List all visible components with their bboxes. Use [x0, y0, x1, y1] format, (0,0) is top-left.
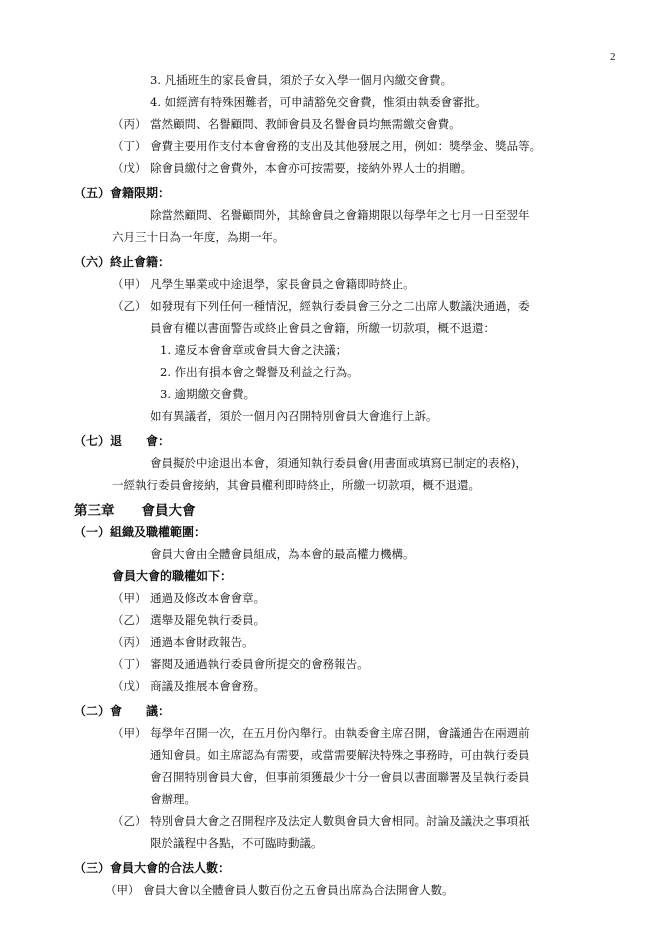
clause-line: （甲） 會員大會以全體會員人數百份之五會員出席為合法開會人數。: [105, 883, 454, 897]
clause-line: 限於議程中各點，不可臨時動議。: [150, 836, 323, 850]
section-heading: （五）會籍限期：: [74, 186, 171, 200]
subsection-heading: 會員大會的職權如下：: [112, 569, 233, 583]
clause-line: 六月三十日為一年度，為期一年。: [112, 230, 285, 244]
clause-line: 一經執行委員會接納，其會員權利即時終止，所繳一切款項，概不退還。: [112, 478, 480, 492]
clause-line: 1. 違反本會會章或會員大會之決議；: [160, 343, 348, 357]
clause-line: （甲） 通過及修改本會會章。: [112, 591, 266, 605]
clause-line: 如有異議者，須於一個月內召開特別會員大會進行上訴。: [150, 409, 438, 423]
clause-line: 會員大會由全體會員組成，為本會的最高權力機構。: [150, 547, 415, 561]
section-heading: （三）會員大會的合法人數：: [74, 861, 231, 875]
clause-line: （乙） 如發現有下列任何一種情況，經執行委員會三分之二出席人數議決通過，委: [112, 299, 530, 313]
clause-line: （丁） 審閱及通過執行委員會所提交的會務報告。: [112, 657, 369, 671]
clause-line: 3. 逾期繳交會費。: [160, 387, 256, 401]
section-heading: （二）會 議：: [74, 704, 171, 718]
clause-line: （戊） 除會員繳付之會費外，本會亦可按需要，接納外界人士的捐贈。: [112, 161, 473, 175]
clause-line: （丙） 當然顧問、名譽顧問、教師會員及名譽會員均無需繳交會費。: [112, 117, 461, 131]
clause-line: （乙） 選舉及罷免執行委員。: [112, 613, 266, 627]
clause-line: 4. 如經濟有特殊困難者，可申請豁免交會費，惟須由執委會審批。: [150, 95, 487, 109]
clause-line: 除當然顧問、名譽顧問外，其餘會員之會籍期限以每學年之七月一日至翌年: [150, 208, 530, 222]
clause-line: （丁） 會費主要用作支付本會會務的支出及其他發展之用，例如：獎學金、獎品等。: [112, 139, 542, 153]
clause-line: 員會有權以書面警告或終止會員之會籍，所繳一切款項，概不退還：: [150, 321, 495, 335]
clause-line: 會辦理。: [150, 792, 196, 806]
clause-line: 會召開特別會員大會，但事前須獲最少十分一會員以書面聯署及呈執行委員: [150, 770, 530, 784]
clause-line: （丙） 通過本會財政報告。: [112, 635, 254, 649]
clause-line: 2. 作出有損本會之聲譽及利益之行為。: [160, 365, 359, 379]
page-number: 2: [610, 51, 616, 63]
clause-line: 會員擬於中途退出本會，須通知執行委員會(用書面或填寫已制定的表格)，: [150, 456, 527, 470]
clause-line: （戊） 商議及推展本會會務。: [112, 679, 266, 693]
clause-line: （甲） 凡學生畢業或中途退學，家長會員之會籍即時終止。: [112, 277, 415, 291]
section-heading: （七）退 會：: [74, 434, 171, 448]
section-heading: （六）終止會籍：: [74, 255, 171, 269]
clause-line: （甲） 每學年召開一次，在五月份內舉行。由執委會主席召開，會議通告在兩週前: [112, 726, 530, 740]
section-heading: （一）組織及職權範圍：: [74, 525, 207, 539]
clause-line: （乙） 特別會員大會之召開程序及法定人數與會員大會相同。討論及議決之事項祇: [112, 814, 530, 828]
clause-line: 3. 凡插班生的家長會員，須於子女入學一個月內繳交會費。: [150, 73, 453, 87]
clause-line: 通知會員。如主席認為有需要，或當需要解決特殊之事務時，可由執行委員: [150, 748, 530, 762]
chapter-title: 第三章 會員大會: [74, 503, 196, 519]
